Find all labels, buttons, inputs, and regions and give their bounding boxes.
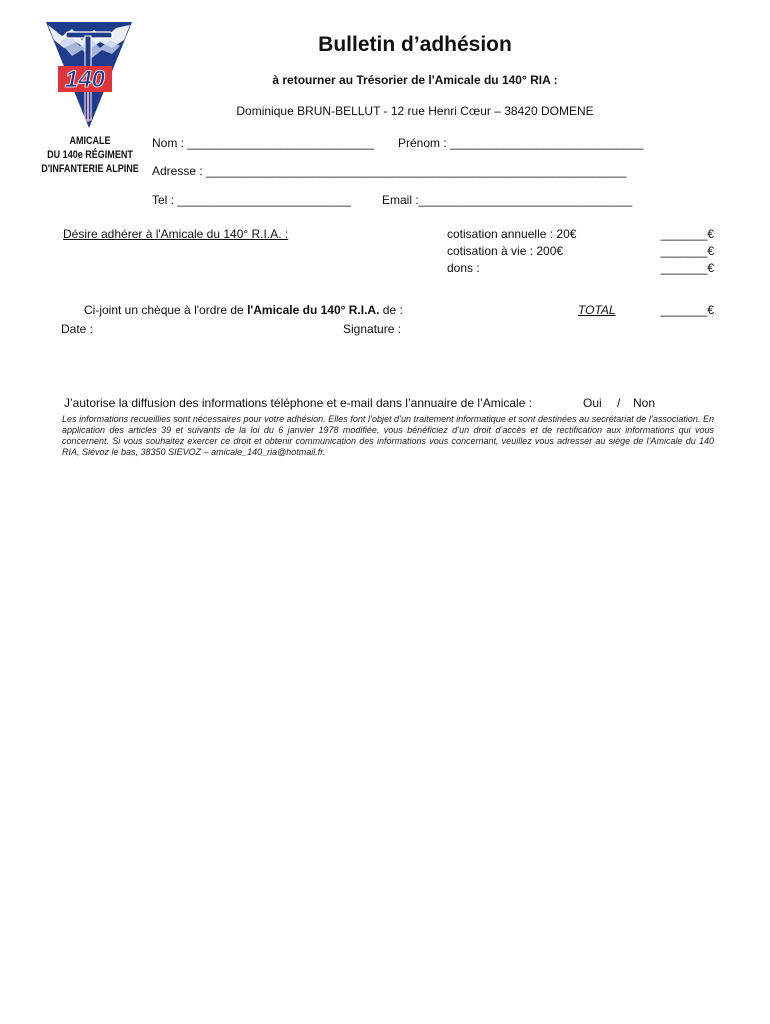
cheque-line bbox=[84, 303, 403, 317]
logo-number: 140 bbox=[64, 66, 106, 93]
donation-label: dons : bbox=[447, 261, 480, 275]
membership-label: Désire adhérer à l'Amicale du 140° R.I.A. : bbox=[63, 227, 289, 241]
consent-oui[interactable]: Oui bbox=[583, 396, 602, 410]
org-line-3: D'INFANTERIE ALPINE bbox=[41, 163, 139, 175]
date-field[interactable]: Date : bbox=[61, 322, 94, 336]
cheque-suffix: de : bbox=[379, 303, 403, 317]
email-field[interactable]: Email :________________________________ bbox=[382, 193, 633, 207]
adresse-field[interactable]: Adresse : _______________________________________________________________ bbox=[152, 164, 627, 178]
return-instruction: à retourner au Trésorier de l'Amicale du 140° RIA : bbox=[272, 73, 558, 87]
legal-notice: Les informations recueillies sont nécessaires pour votre adhésion. Elles font l’objet d’un traitement informatique et sont destinées au secrétariat de l’association. En application des articles 39 et suivants de la loi du 6 janvier 1978 modifiée, vous bénéficiez d’un droit d’accès et de rectification aux informations qui vous concernent. Si vous souhaitez exercer ce droit et obtenir communication des informations vous concernant, veuillez vous adresser au siège de l’Amicale du 140 RIA, Siévoz le bas, 38350 SIEVOZ – amicale_140_ria@hotmail.fr. bbox=[62, 414, 714, 457]
total-blank[interactable]: _______€ bbox=[660, 303, 714, 317]
consent-non[interactable]: Non bbox=[633, 396, 656, 410]
annual-fee-label: cotisation annuelle : 20€ bbox=[447, 227, 577, 241]
lifetime-fee-label: cotisation à vie : 200€ bbox=[447, 244, 564, 258]
total-label: TOTAL bbox=[578, 303, 616, 317]
nom-field[interactable]: Nom : ____________________________ bbox=[152, 136, 375, 150]
tel-field[interactable]: Tel : __________________________ bbox=[152, 193, 351, 207]
consent-separator: / bbox=[617, 396, 621, 410]
organization-name bbox=[34, 134, 146, 176]
cheque-payee: l'Amicale du 140° R.I.A. bbox=[247, 303, 380, 317]
treasurer-address: Dominique BRUN-BELLUT - 12 rue Henri Cœur – 38420 DOMENE bbox=[236, 104, 594, 118]
annual-fee-blank[interactable]: _______€ bbox=[660, 227, 714, 241]
cheque-prefix: Ci-joint un chèque à l'ordre de bbox=[84, 303, 248, 317]
consent-text: J’autorise la diffusion des informations téléphone et e-mail dans l’annuaire de l’Amicale : bbox=[64, 396, 533, 410]
signature-field[interactable]: Signature : bbox=[343, 322, 402, 336]
org-line-1: AMICALE bbox=[69, 135, 111, 147]
donation-blank[interactable]: _______€ bbox=[660, 261, 714, 275]
org-line-2: DU 140e RÉGIMENT bbox=[47, 149, 133, 161]
prenom-field[interactable]: Prénom : _____________________________ bbox=[398, 136, 644, 150]
lifetime-fee-blank[interactable]: _______€ bbox=[660, 244, 714, 258]
page-title: Bulletin d’adhésion bbox=[318, 33, 512, 56]
